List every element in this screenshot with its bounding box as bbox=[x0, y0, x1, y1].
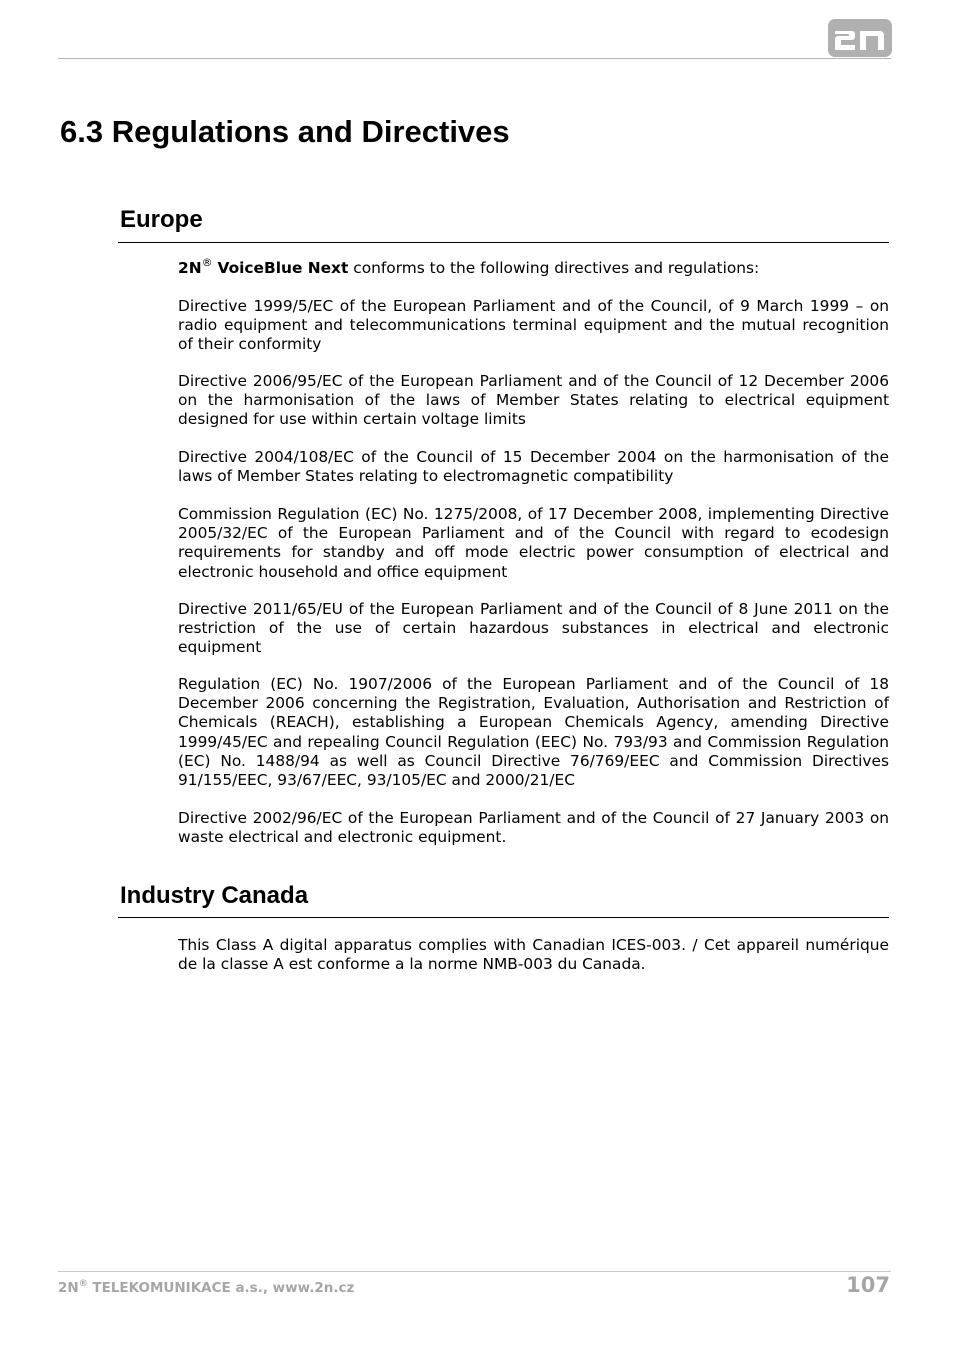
brand-name: 2N bbox=[178, 259, 202, 277]
directive-2011-65-eu: Directive 2011/65/EU of the European Parliament and of the Council of 8 June 2011 on the restriction of the use of certain hazardous substances in electrical and electronic equipment bbox=[178, 600, 889, 657]
page-number: 107 bbox=[846, 1273, 890, 1297]
directive-paragraph bbox=[178, 600, 889, 658]
directive-paragraph bbox=[178, 675, 889, 790]
directive-paragraph bbox=[178, 936, 889, 974]
section-heading-europe: Europe bbox=[120, 206, 203, 233]
directive-paragraph bbox=[178, 372, 889, 430]
directive-paragraph bbox=[178, 297, 889, 355]
section-heading-industry-canada: Industry Canada bbox=[120, 882, 309, 909]
footer-registered-mark: ® bbox=[78, 1278, 88, 1289]
2n-logo-graphic bbox=[828, 19, 892, 57]
footer-company bbox=[58, 1279, 354, 1297]
directive-2006-95-ec: Directive 2006/95/EC of the European Parliament and of the Council of 12 December 2006 on the harmonisation of the laws of Member States relating to electrical equipment designed for use within certain voltage limits bbox=[178, 372, 889, 429]
directive-paragraph bbox=[178, 505, 889, 582]
directive-paragraph bbox=[178, 448, 889, 486]
section-divider-industry-canada bbox=[118, 917, 889, 918]
section-divider-europe bbox=[118, 242, 889, 243]
registered-mark: ® bbox=[201, 255, 213, 269]
directive-1999-5-ec: Directive 1999/5/EC of the European Parliament and of the Council, of 9 March 1999 – on radio equipment and telecommunications terminal equipment and the mutual recognition of their conformity bbox=[178, 297, 889, 354]
directive-2002-96-ec: Directive 2002/96/EC of the European Parliament and of the Council of 27 January 2003 on waste electrical and electronic equipment. bbox=[178, 809, 889, 847]
footer-company-text: TELEKOMUNIKACE a.s., www.2n.cz bbox=[87, 1280, 355, 1296]
product-name: VoiceBlue Next bbox=[217, 259, 349, 277]
conformity-intro bbox=[178, 255, 889, 278]
header-divider bbox=[58, 58, 891, 59]
directive-paragraph bbox=[178, 809, 889, 847]
ices-003-statement: This Class A digital apparatus complies with Canadian ICES-003. / Cet appareil numérique de la classe A est conforme a la norme NMB-003 du Canada. bbox=[178, 936, 889, 974]
regulation-1907-2006: Regulation (EC) No. 1907/2006 of the European Parliament and of the Council of 18 December 2006 concerning the Registration, Evaluation, Authorisation and Restriction of Chemicals (REACH), establishing a European Chemicals Agency, amending Directive 1999/45/EC and repealing Council Regulation (EEC) No. 793/93 and Commission Regulation (EC) No. 1488/94 as well as Council Directive 76/769/EEC and Commission Directives 91/155/EEC, 93/67/EEC, 93/105/EC and 2000/21/EC bbox=[178, 675, 889, 790]
regulation-1275-2008: Commission Regulation (EC) No. 1275/2008, of 17 December 2008, implementing Directive 2005/32/EC of the European Parliament and of the Council with regard to ecodesign requirements for standby and off mode electric power consumption of electrical and electronic household and office equipment bbox=[178, 505, 889, 581]
footer-divider bbox=[58, 1271, 891, 1272]
intro-text: conforms to the following directives and regulations: bbox=[348, 259, 760, 277]
footer-brand: 2N bbox=[58, 1280, 79, 1296]
directive-2004-108-ec: Directive 2004/108/EC of the Council of 15 December 2004 on the harmonisation of the laws of Member States relating to electromagnetic compatibility bbox=[178, 448, 889, 486]
page-title: 6.3 Regulations and Directives bbox=[60, 114, 510, 149]
2n-logo bbox=[828, 19, 892, 57]
